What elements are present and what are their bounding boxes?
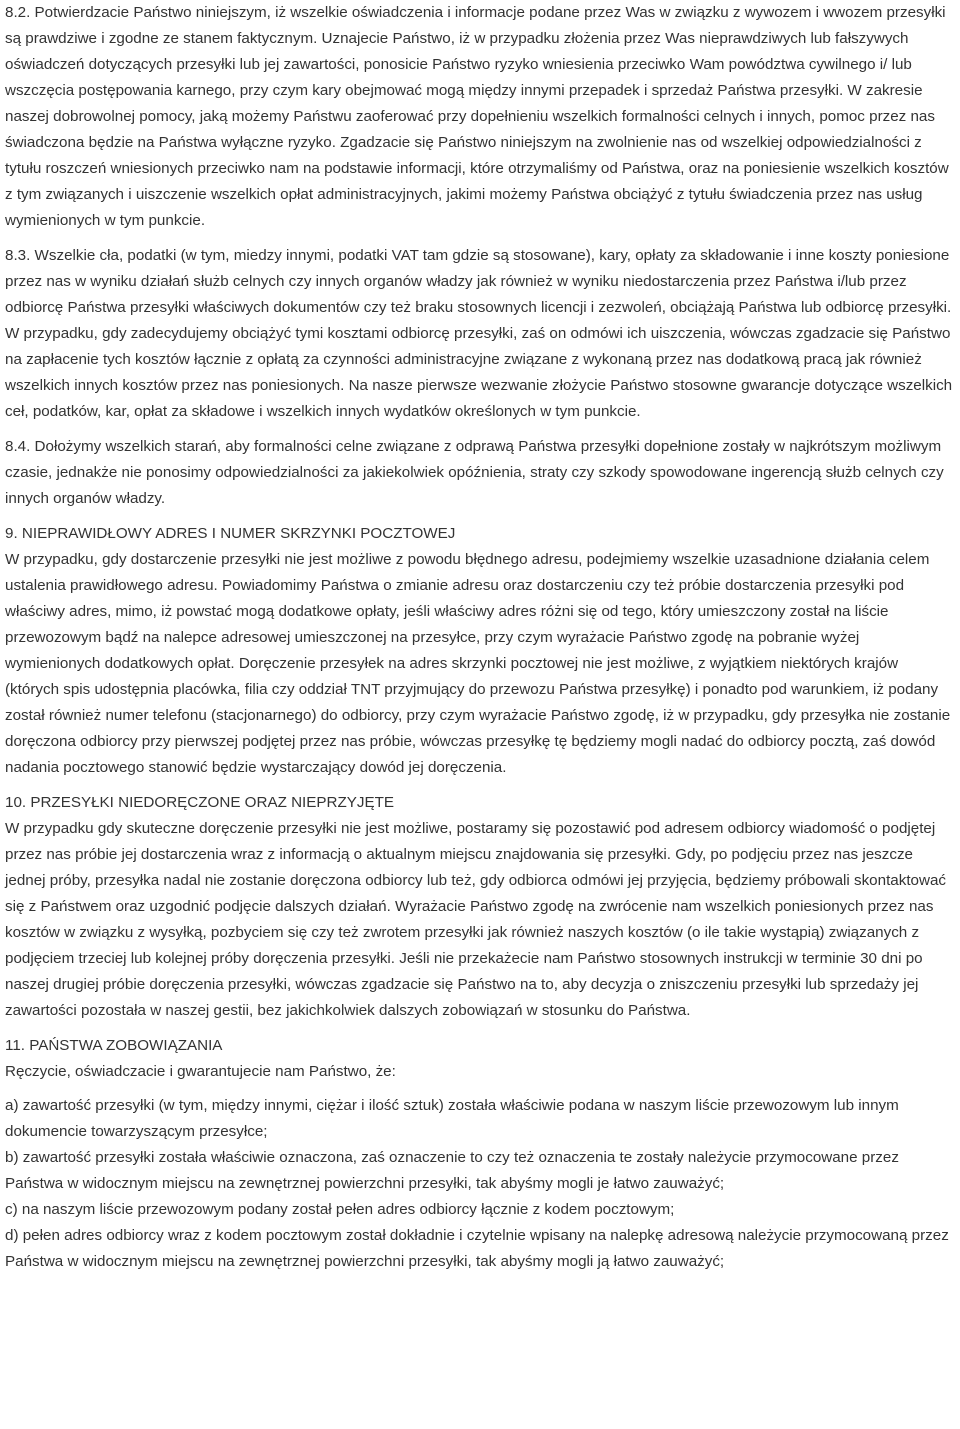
- document-page: [5, 0, 955, 1275]
- paragraph-8-3: 8.3. Wszelkie cła, podatki (w tym, miedzy innymi, podatki VAT tam gdzie są stosowane), kary, opłaty za składowanie i inne koszty poniesione przez nas w wyniku działań służb celnych czy innych organów władzy jak również w wyniku niedostarczenia przez Państwa i/lub przez odbiorcę Państwa przesyłki właściwych dokumentów czy też braku stosownych licencji i zezwoleń, obciążają Państwa lub odbiorcę przesyłki. W przypadku, gdy zadecydujemy obciążyć tymi kosztami odbiorcę przesyłki, zaś on odmówi ich uiszczenia, wówczas zgadzacie się Państwo na zapłacenie tych kosztów łącznie z opłatą za czynności administracyjne związane z wykonaną przez nas dodatkową pracą jak również wszelkich innych kosztów przez nas poniesionych. Na nasze pierwsze wezwanie złożycie Państwo stosowne gwarancje dotyczące wszelkich ceł, podatków, kar, opłat za składowe i wszelkich innych wydatków określonych w tym punkcie.: [5, 247, 953, 420]
- section-9-body: W przypadku, gdy dostarczenie przesyłki nie jest możliwe z powodu błędnego adresu, podejmiemy wszelkie uzasadnione działania celem ustalenia prawidłowego adresu. Powiadomimy Państwa o zmianie adresu oraz dostarczeniu czy też próbie dostarczenia przesyłki pod właściwy adres, mimo, iż powstać mogą dodatkowe opłaty, jeśli właściwy adres różni się od tego, który umieszczony został na liście przewozowym bądź na nalepce adresowej umieszczonej na przesyłce, przy czym wyrażacie Państwo zgodę na pobranie wyżej wymienionych dodatkowych opłat. Doręczenie przesyłek na adres skrzynki pocztowej nie jest możliwe, z wyjątkiem niektórych krajów (których spis udostępnia placówka, filia czy oddział TNT przyjmujący do przewozu Państwa przesyłkę) i ponadto pod warunkiem, iż podany został również numer telefonu (stacjonarnego) do odbiorcy, przy czym wyrażacie Państwo zgodę, iż w przypadku, gdy przesyłka nie zostanie doręczona odbiorcy przy pierwszej podjętej przez nas próbie, wówczas przesyłkę tę będziemy mogli nadać do odbiorcy pocztą, zaś dowód nadania pocztowego stanowić będzie wystarczający dowód jej doręczenia.: [5, 551, 951, 776]
- obligations-list: [5, 1093, 955, 1275]
- section-11-intro: Ręczycie, oświadczacie i gwarantujecie nam Państwo, że:: [5, 1063, 396, 1080]
- list-item: c) na naszym liście przewozowym podany został pełen adres odbiorcy łącznie z kodem pocztowym;: [5, 1201, 675, 1218]
- section-11: [5, 1033, 955, 1085]
- section-10: [5, 790, 955, 1024]
- list-item: a) zawartość przesyłki (w tym, między innymi, ciężar i ilość sztuk) została właściwie podana w naszym liście przewozowym lub innym dokumencie towarzyszącym przesyłce;: [5, 1097, 899, 1140]
- list-item: d) pełen adres odbiorcy wraz z kodem pocztowym został dokładnie i czytelnie wpisany na nalepkę adresową należycie przymocowaną przez Państwa w widocznym miejscu na zewnętrznej powierzchni przesyłki, tak abyśmy mogli ją łatwo zauważyć;: [5, 1227, 949, 1270]
- section-11-heading: 11. PAŃSTWA ZOBOWIĄZANIA: [5, 1037, 223, 1054]
- section-9-heading: 9. NIEPRAWIDŁOWY ADRES I NUMER SKRZYNKI POCZTOWEJ: [5, 525, 456, 542]
- list-item: b) zawartość przesyłki została właściwie oznaczona, zaś oznaczenie to czy też oznaczenia te zostały należycie przymocowane przez Państwa w widocznym miejscu na zewnętrznej powierzchni przesyłki, tak abyśmy mogli je łatwo zauważyć;: [5, 1149, 899, 1192]
- section-10-body: W przypadku gdy skuteczne doręczenie przesyłki nie jest możliwe, postaramy się pozostawić pod adresem odbiorcy wiadomość o podjętej przez nas próbie jej dostarczenia wraz z informacją o aktualnym miejscu znajdowania się przesyłki. Gdy, po podjęciu przez nas jeszcze jednej próby, przesyłka nadal nie zostanie doręczona odbiorcy lub też, gdy odbiorca odmówi jej przyjęcia, będziemy próbowali skontaktować się z Państwem oraz uzgodnić podjęcie dalszych działań. Wyrażacie Państwo zgodę na zwrócenie nam wszelkich poniesionych przez nas kosztów w związku z wysyłką, pozbyciem się czy też zwrotem przesyłki jak również naszych kosztów (o ile takie wystąpią) związanych z podjęciem trzeciej lub kolejnej próby doręczenia przesyłki. Jeśli nie przekażecie nam Państwo stosownych instrukcji w terminie 30 dni po naszej drugiej próbie doręczenia przesyłki, wówczas zgadzacie się Państwo na to, aby decyzja o zniszczeniu przesyłki lub sprzedaży jej zawartości pozostała w naszej gestii, bez jakichkolwiek dalszych zobowiązań w stosunku do Państwa.: [5, 820, 947, 1019]
- paragraph-8-2: 8.2. Potwierdzacie Państwo niniejszym, iż wszelkie oświadczenia i informacje podane przez Was w związku z wywozem i wwozem przesyłki są prawdziwe i zgodne ze stanem faktycznym. Uznajecie Państwo, iż w przypadku złożenia przez Was nieprawdziwych lub fałszywych oświadczeń dotyczących przesyłki lub jej zawartości, ponosicie Państwo ryzyko wniesienia przeciwko Wam powództwa cywilnego i/ lub wszczęcia postępowania karnego, przy czym kary obejmować mogą między innymi przepadek i sprzedaż Państwa przesyłki. W zakresie naszej dobrowolnej pomocy, jaką możemy Państwu zaoferować przy dopełnieniu wszelkich formalności celnych i innych, pomoc przez nas świadczona będzie na Państwa wyłączne ryzyko. Zgadzacie się Państwo niniejszym na zwolnienie nas od wszelkiej odpowiedzialności z tytułu roszczeń wniesionych przeciwko nam na podstawie informacji, które otrzymaliśmy od Państwa, oraz na poniesienie wszelkich kosztów z tym związanych i uiszczenie wszelkich opłat administracyjnych, jakimi możemy Państwa obciążyć z tytułu świadczenia przez nas usług wymienionych w tym punkcie.: [5, 4, 949, 229]
- paragraph-8-4: 8.4. Dołożymy wszelkich starań, aby formalności celne związane z odprawą Państwa przesyłki dopełnione zostały w najkrótszym możliwym czasie, jednakże nie ponosimy odpowiedzialności za jakiekolwiek opóźnienia, straty czy szkody spowodowane ingerencją służb celnych czy innych organów władzy.: [5, 438, 944, 507]
- section-9: [5, 521, 955, 781]
- section-10-heading: 10. PRZESYŁKI NIEDORĘCZONE ORAZ NIEPRZYJĘTE: [5, 794, 395, 811]
